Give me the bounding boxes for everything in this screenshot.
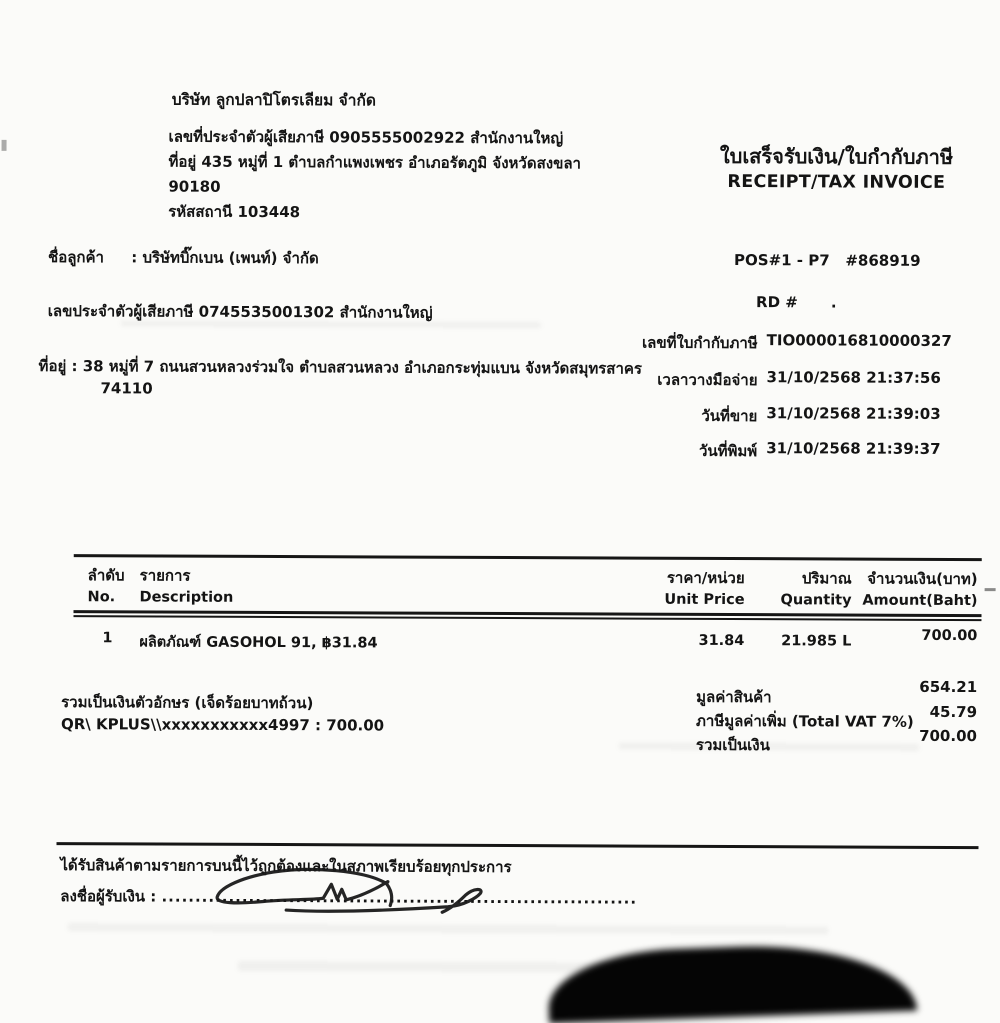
table-top-rule: [74, 554, 982, 561]
customer-name-value: บริษัทบิ๊กเบน (เพนท์) จำกัด: [142, 248, 318, 267]
document-title-thai: ใบเสร็จรับเงิน/ใบกำกับภาษี: [691, 143, 981, 170]
footer-rule: [56, 842, 978, 849]
table-row: [2, 0, 1000, 2]
vendor-station-code: รหัสสถานี 103448: [168, 200, 581, 227]
item-no: 1: [87, 630, 127, 646]
payment-method-line: QR\ KPLUS\\xxxxxxxxxxx4997 : 700.00: [61, 715, 384, 734]
scan-speck-left-edge: [2, 140, 7, 151]
customer-address-row: [39, 353, 679, 382]
item-unit-price: 31.84: [589, 632, 744, 649]
header-quantity: ปริมาณ Quantity: [700, 567, 852, 612]
header-amount: จำนวนเงิน(บาท) Amount(Baht): [795, 567, 978, 612]
signature-dotted-line: .......................................................................: [161, 888, 637, 908]
pos-terminal-line: POS#1 - P7 #868919: [734, 251, 921, 270]
vendor-address: ที่อยู่ 435 หมู่ที่ 1 ตำบลกำแพงเพชร อำเภอรัตภูมิ จังหวัดสงขลา: [168, 150, 581, 177]
signature-label: ลงชื่อผู้รับเงิน :: [60, 887, 156, 905]
tax-invoice-number-label: เลขที่ใบกำกับภาษี: [591, 330, 758, 355]
header-no: ลำดับ No.: [88, 564, 128, 608]
vendor-postcode: 90180: [168, 175, 581, 202]
sale-date-label: วันที่ขาย: [590, 403, 757, 428]
sale-date-value: 31/10/2568 21:39:03: [766, 404, 940, 423]
acknowledgement-text: ได้รับสินค้าตามรายการบนนี้ไว้ถูกต้องและในสภาพเรียบร้อยทุกประการ: [60, 853, 511, 879]
scan-noise-streak: [68, 923, 828, 934]
customer-address-label: ที่อยู่ :: [39, 357, 78, 375]
nozzle-time-value: 31/10/2568 21:37:56: [766, 368, 940, 387]
grand-total-label: รวมเป็นเงิน: [696, 733, 770, 757]
customer-name-row: [48, 245, 319, 270]
scan-noise-streak: [619, 743, 919, 751]
vat-value: 45.79: [849, 703, 977, 722]
subtotal-value: 654.21: [849, 678, 977, 697]
scan-noise-streak: [121, 320, 541, 328]
print-date-label: วันที่พิมพ์: [590, 438, 757, 463]
item-amount: 700.00: [794, 627, 977, 644]
grand-total-value: 700.00: [849, 727, 977, 746]
subtotal-label: มูลค่าสินค้า: [696, 685, 772, 709]
vat-label: ภาษีมูลค่าเพิ่ม (Total VAT 7%): [696, 709, 914, 734]
print-date-value: 31/10/2568 21:39:37: [766, 439, 940, 458]
vendor-info-block: [168, 125, 581, 227]
header-unit-price: ราคา/หน่วย Unit Price: [590, 566, 745, 611]
amount-in-words: รวมเป็นเงินตัวอักษร (เจ็ดร้อยบาทถ้วน): [61, 690, 313, 715]
header-description: รายการ Description: [140, 564, 500, 610]
totals-block: [2, 0, 1000, 2]
item-quantity: 21.985 L: [699, 633, 851, 650]
customer-address-value: 38 หมู่ที่ 7 ถนนสวนหลวงร่วมใจ ตำบลสวนหลวง อำเภอกระทุ่มแบน จังหวัดสมุทรสาคร: [83, 357, 642, 377]
nozzle-time-label: เวลาวางมือจ่าย: [590, 367, 757, 392]
customer-tax-id: เลขประจำตัวผู้เสียภาษี 0745535001302 สำนักงานใหญ่: [48, 299, 433, 325]
scan-speck-right-margin: [985, 588, 996, 591]
customer-postcode: 74110: [100, 379, 152, 397]
vendor-name: บริษัท ลูกปลาปิโตรเลียม จำกัด: [172, 87, 376, 113]
rd-value: .: [831, 293, 837, 311]
document-title-english: RECEIPT/TAX INVOICE: [691, 169, 981, 196]
vendor-tax-id: เลขที่ประจำตัวผู้เสียภาษี 0905555002922 สำนักงานใหญ่: [169, 125, 582, 152]
document-title: [691, 143, 981, 196]
item-description: ผลิตภัณฑ์ GASOHOL 91, ฿31.84: [139, 630, 499, 655]
customer-name-label: ชื่อลูกค้า: [48, 245, 126, 269]
tax-invoice-number-value: TIO000016810000327: [767, 331, 952, 350]
rd-label: RD #: [641, 293, 798, 312]
customer-name-colon: :: [131, 248, 137, 266]
